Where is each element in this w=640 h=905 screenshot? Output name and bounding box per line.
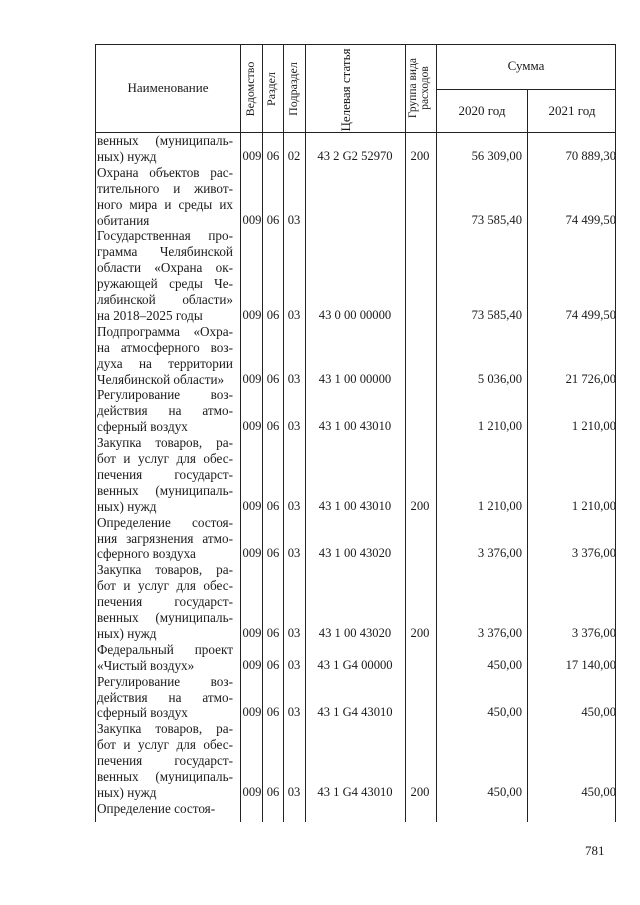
cell-gruppa: 200 [410,148,430,163]
cell-celevaya: 43 0 00 00000 [318,307,392,322]
row-name-line: Определение состоя- [97,514,233,530]
cell-sum-2021: 74 499,50 [565,307,616,322]
cell-sum-2021: 3 376,00 [571,546,616,561]
row-name-line: сферного воздуха [97,546,196,562]
cell-sum-2021: 3 376,00 [571,625,616,640]
cell-sum-2020: 3 376,00 [477,625,522,640]
header-gruppa: Группа вида расходов [407,57,431,119]
cell-sum-2020: 450,00 [487,784,522,799]
row-name-line: печения государст- [97,753,233,769]
row-name-line: «Чистый воздух» [97,657,195,673]
row-name-line: Челябинской области» [97,371,225,387]
cell-razdel: 06 [266,498,280,513]
col-border-2020 [527,89,528,822]
row-name-line: ния загрязнения атмо- [97,530,233,546]
row-name-line: сферный воздух [97,705,188,721]
row-name-line: ружающей среды Че- [97,276,233,292]
cell-podrazdel: 03 [287,705,301,720]
cell-celevaya: 43 1 G4 43010 [317,705,393,720]
cell-razdel: 06 [266,546,280,561]
cell-razdel: 06 [266,625,280,640]
row-name-line: Регулирование воз- [97,387,233,403]
cell-celevaya: 43 1 G4 00000 [317,657,393,672]
cell-sum-2021: 21 726,00 [565,371,616,386]
row-name-line: ного мира и среды их [97,196,233,212]
row-name-line: духа на территории [97,355,233,371]
table-top-border [95,44,616,45]
cell-celevaya: 43 1 00 43020 [318,546,392,561]
cell-podrazdel: 03 [287,307,301,322]
row-name-line: печения государст- [97,466,233,482]
cell-podrazdel: 03 [287,657,301,672]
cell-podrazdel: 03 [287,498,301,513]
header-summa: Сумма [507,58,545,73]
header-razdel: Раздел [264,72,278,106]
row-name-line: бот и услуг для обес- [97,737,233,753]
row-name-line: венных (муниципаль- [97,133,233,148]
cell-sum-2020: 56 309,00 [471,148,522,163]
header-year-2020: 2020 год [458,103,506,118]
cell-sum-2021: 17 140,00 [565,657,616,672]
cell-sum-2021: 450,00 [581,784,616,799]
row-name-line: Охрана объектов рас- [97,164,233,180]
cell-vedomstvo: 009 [242,625,262,640]
row-name-line: Закупка товаров, ра- [97,562,233,578]
cell-sum-2021: 450,00 [581,705,616,720]
row-name-line: обитания [97,212,150,228]
cell-vedomstvo: 009 [242,784,262,799]
row-name-line: ных) нужд [97,625,157,641]
row-name-line: сферный воздух [97,419,188,435]
row-name-line: бот и услуг для обес- [97,578,233,594]
row-name-line: бот и услуг для обес- [97,451,233,466]
cell-razdel: 06 [266,705,280,720]
header-vedomstvo: Ведомство [243,61,257,117]
cell-podrazdel: 03 [287,212,301,227]
row-name-line: Федеральный проект [97,641,233,657]
cell-vedomstvo: 009 [242,307,262,322]
cell-vedomstvo: 009 [242,148,262,163]
row-name-line: Закупка товаров, ра- [97,721,233,737]
cell-celevaya: 43 1 00 43010 [318,419,392,434]
cell-gruppa: 200 [410,498,430,513]
row-name-line: лябинской области» [97,292,233,307]
cell-sum-2020: 1 210,00 [477,498,522,513]
cell-vedomstvo: 009 [242,371,262,386]
header-celevaya: Целевая статья [338,48,353,132]
cell-gruppa: 200 [410,784,430,799]
row-name-line: ных) нужд [97,148,157,164]
cell-vedomstvo: 009 [242,419,262,434]
cell-razdel: 06 [266,148,280,163]
row-name-line: области «Охрана ок- [97,260,233,276]
row-name-line: грамма Челябинской [97,244,233,260]
cell-sum-2020: 1 210,00 [477,419,522,434]
header-year-2021: 2021 год [548,103,596,118]
row-name-line: Закупка товаров, ра- [97,435,233,451]
cell-vedomstvo: 009 [242,657,262,672]
row-name-line: Государственная про- [97,228,233,244]
row-name-line: на 2018–2025 годы [97,307,203,323]
row-name-line: Подпрограмма «Охра- [97,323,233,339]
row-name-line: венных (муниципаль- [97,482,233,498]
cell-razdel: 06 [266,657,280,672]
cell-sum-2021: 1 210,00 [571,419,616,434]
cell-sum-2020: 73 585,40 [471,307,522,322]
cell-sum-2020: 5 036,00 [477,371,522,386]
col-border-left [95,44,96,822]
cell-podrazdel: 03 [287,371,301,386]
cell-razdel: 06 [266,212,280,227]
cell-vedomstvo: 009 [242,498,262,513]
cell-razdel: 06 [266,307,280,322]
cell-vedomstvo: 009 [242,546,262,561]
row-name-line: Регулирование воз- [97,673,233,689]
header-name: Наименование [127,80,209,95]
cell-podrazdel: 03 [287,625,301,640]
row-name-line: действия на атмо- [97,403,233,419]
header-podrazdel: Подраздел [286,62,300,116]
cell-celevaya: 43 1 00 43010 [318,498,392,513]
cell-razdel: 06 [266,784,280,799]
cell-celevaya: 43 1 G4 43010 [317,784,393,799]
cell-celevaya: 43 1 00 43020 [318,625,392,640]
row-name-line: тительного и живот- [97,180,233,196]
row-name-line: на атмосферного воз- [97,339,233,355]
cell-sum-2020: 73 585,40 [471,212,522,227]
cell-gruppa: 200 [410,625,430,640]
cell-celevaya: 43 1 00 00000 [318,371,392,386]
cell-vedomstvo: 009 [242,212,262,227]
cell-sum-2021: 70 889,30 [565,148,616,163]
page-number: 781 [585,843,605,858]
cell-sum-2020: 450,00 [487,705,522,720]
cell-celevaya: 43 2 G2 52970 [317,148,393,163]
cell-podrazdel: 03 [287,419,301,434]
cell-podrazdel: 03 [287,546,301,561]
cell-razdel: 06 [266,371,280,386]
cell-sum-2020: 450,00 [487,657,522,672]
row-name-line: венных (муниципаль- [97,769,233,784]
cell-podrazdel: 03 [287,784,301,799]
row-name-line: Определение состоя- [97,800,216,816]
cell-sum-2021: 74 499,50 [565,212,616,227]
row-name-line: ных) нужд [97,784,157,800]
cell-razdel: 06 [266,419,280,434]
row-name-line: действия на атмо- [97,689,233,705]
cell-podrazdel: 02 [287,148,301,163]
cell-sum-2021: 1 210,00 [571,498,616,513]
cell-sum-2020: 3 376,00 [477,546,522,561]
row-name-line: печения государст- [97,594,233,610]
row-name-line: венных (муниципаль- [97,610,233,625]
cell-vedomstvo: 009 [242,705,262,720]
row-name-line: ных) нужд [97,498,157,514]
